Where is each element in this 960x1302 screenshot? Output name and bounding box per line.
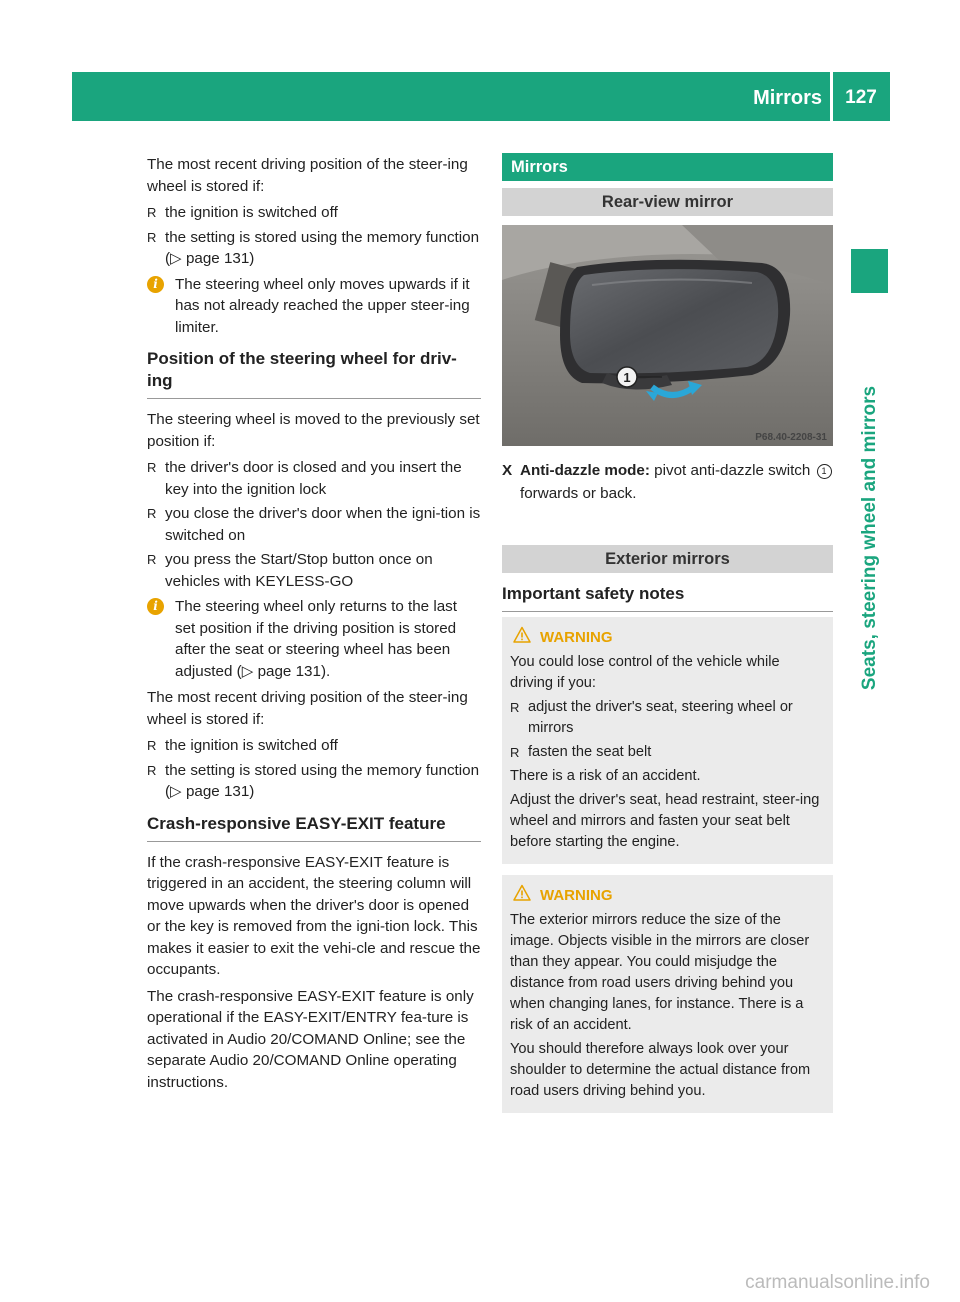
warning-box xyxy=(502,617,833,864)
list-item xyxy=(510,742,825,763)
bullet-marker: R xyxy=(510,745,520,760)
bullet-marker: R xyxy=(147,205,157,220)
figure-code: P68.40-2208-31 xyxy=(755,432,827,443)
section-heading: Important safety notes xyxy=(502,583,833,612)
warning-text: The exterior mirrors reduce the size of the image. Objects visible in the mirrors are closer than they appear. You could misjudge the distance from road users driving behind you when changing lanes, for instance. There is a risk of an accident. xyxy=(510,912,810,1033)
list-item xyxy=(147,503,481,546)
bullet-marker: R xyxy=(510,700,520,715)
warning-text: There is a risk of an accident. xyxy=(510,768,701,784)
info-note-text: The steering wheel only returns to the last set position if the driving position is stored after the seat or steering wheel has been adjusted (▷ page 131). xyxy=(175,598,457,680)
bullet-marker: R xyxy=(147,229,157,245)
warning-text: You should therefore always look over your shoulder to determine the actual distance from road users driving behind you. xyxy=(510,1041,811,1099)
list-item-text: adjust the driver's seat, steering wheel or mirrors xyxy=(528,699,793,736)
info-note xyxy=(147,596,481,682)
bullet-marker: R xyxy=(147,460,157,475)
instruction-marker: X xyxy=(502,462,513,479)
watermark: carmanualsonline.info xyxy=(745,1272,930,1293)
subsection-bar: Exterior mirrors xyxy=(502,545,833,573)
subsection-bar: Rear-view mirror xyxy=(502,188,833,216)
callout-icon: 1 xyxy=(817,464,832,479)
list-item-text: you close the driver's door when the igni-tion is switched on xyxy=(165,505,481,544)
list-item xyxy=(147,202,481,224)
list-item-text: the ignition is switched off xyxy=(165,204,338,221)
info-note-text: The steering wheel only moves upwards if it has not already reached the upper steer-ing limiter. xyxy=(175,275,470,336)
list-item-text: the setting is stored using the memory function (▷ page 131) xyxy=(165,761,480,800)
chapter-tab xyxy=(842,300,898,775)
chapter-tab-marker xyxy=(851,249,888,293)
paragraph: The steering wheel is moved to the previously set position if: xyxy=(147,411,480,450)
figure-callout-label: 1 xyxy=(623,370,631,385)
instruction-step xyxy=(502,459,840,505)
header-divider xyxy=(830,72,833,121)
warning-text: Adjust the driver's seat, head restraint, steer-ing wheel and mirrors and fasten your seat belt before starting the engine. xyxy=(510,792,820,850)
instruction-text: pivot anti-dazzle switch xyxy=(649,462,815,479)
list-item-text: fasten the seat belt xyxy=(528,744,652,760)
bullet-marker: R xyxy=(147,762,157,778)
bullet-marker: R xyxy=(147,738,157,753)
instruction-label: Anti-dazzle mode: xyxy=(520,462,650,479)
instruction-text: forwards or back. xyxy=(520,485,637,502)
warning-title: WARNING xyxy=(540,629,613,646)
warning-triangle-icon xyxy=(513,626,531,644)
bullet-marker: R xyxy=(147,552,157,567)
info-icon: i xyxy=(147,276,164,293)
left-column xyxy=(147,154,481,1098)
list-item-text: the ignition is switched off xyxy=(165,737,338,754)
list-item xyxy=(147,227,481,270)
list-item xyxy=(510,697,825,739)
bullet-marker: R xyxy=(147,506,157,521)
warning-text: You could lose control of the vehicle while driving if you: xyxy=(510,654,780,691)
header-title: Mirrors xyxy=(753,87,822,109)
chapter-tab-label: Seats, steering wheel and mirrors xyxy=(859,385,880,690)
list-item-text: the driver's door is closed and you insert the key into the ignition lock xyxy=(165,459,462,498)
warning-triangle-icon xyxy=(513,884,531,902)
warning-header xyxy=(510,885,825,906)
list-item xyxy=(147,735,481,757)
section-heading: Crash-responsive EASY-EXIT feature xyxy=(147,813,481,842)
list-item xyxy=(147,457,481,500)
info-note xyxy=(147,274,481,339)
warning-box xyxy=(502,875,833,1113)
mirror-illustration xyxy=(502,225,833,446)
list-item xyxy=(147,760,481,803)
list-item xyxy=(147,549,481,592)
warning-header xyxy=(510,627,825,648)
warning-title: WARNING xyxy=(540,887,613,904)
paragraph: The crash-responsive EASY-EXIT feature is only operational if the EASY-EXIT/ENTRY fea-ture is activated in Audio 20/COMAND Online; see the separate Audio 20/COMAND Online operating instructions. xyxy=(147,987,474,1091)
info-icon: i xyxy=(147,598,164,615)
paragraph: If the crash-responsive EASY-EXIT feature is triggered in an accident, the steering column will move upwards when the driver's door is opened or the key is removed from the igni-tion lock. This makes it easier to exit the vehi-cle and rescue the occupants. xyxy=(147,853,481,978)
paragraph: The most recent driving position of the steer-ing wheel is stored if: xyxy=(147,689,468,728)
page-number: 127 xyxy=(845,87,877,108)
section-heading: Position of the steering wheel for driv-ing xyxy=(147,348,481,399)
rear-view-mirror-figure xyxy=(502,225,833,446)
list-item-text: you press the Start/Stop button once on vehicles with KEYLESS-GO xyxy=(165,551,433,590)
section-title-bar: Mirrors xyxy=(502,153,833,181)
intro-paragraph: The most recent driving position of the steer-ing wheel is stored if: xyxy=(147,156,468,195)
list-item-text: the setting is stored using the memory function (▷ page 131) xyxy=(165,228,480,267)
